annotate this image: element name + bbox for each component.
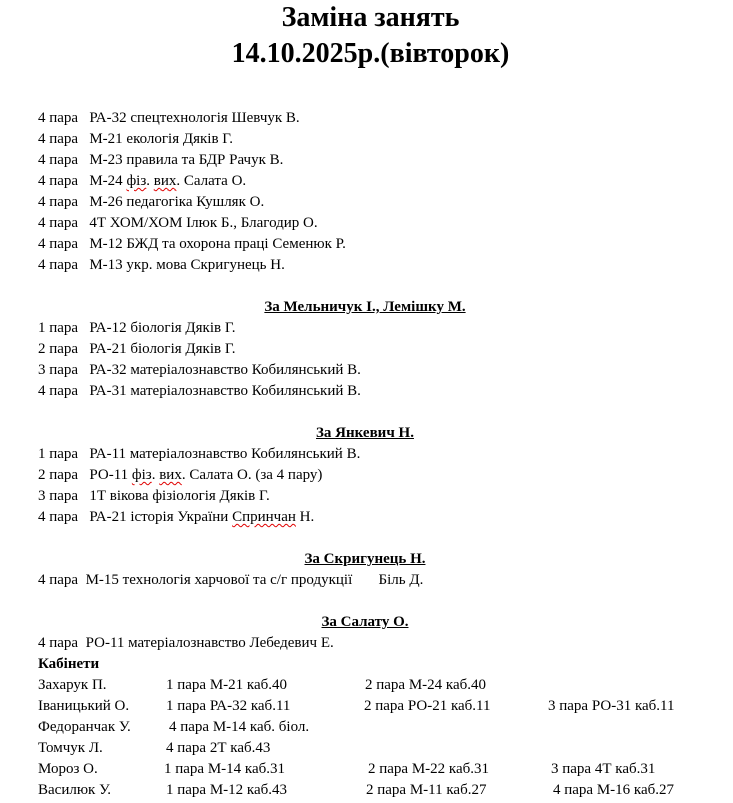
cabinet-slot: 1 пара РА-32 каб.11	[166, 698, 291, 714]
cabinet-teacher: Мороз О.	[38, 761, 98, 777]
list-item: 1 пара РА-11 матеріалознавство Кобилянський В.	[38, 446, 361, 462]
list-item: 2 пара РО-11 фіз. вих. Салата О. (за 4 пару)	[38, 467, 323, 483]
list-item: 4 пара РА-21 історія України Спринчан Н.	[38, 509, 315, 525]
cabinet-slot: 1 пара М-12 каб.43	[166, 782, 288, 798]
section-heading-yankevych: За Янкевич Н.	[316, 425, 414, 441]
list-item: 4 пара М-21 екологія Дяків Г.	[38, 131, 234, 147]
cabinet-slot: 4 пара М-14 каб. біол.	[169, 719, 310, 735]
cabinet-teacher: Іваницький О.	[38, 698, 130, 714]
cabinet-slot: 4 пара М-16 каб.27	[553, 782, 675, 798]
section-heading-skryhunets: За Скригунець Н.	[304, 551, 426, 567]
cabinet-slot: 2 пара М-22 каб.31	[368, 761, 490, 777]
section-heading-salata: За Салату О.	[321, 614, 409, 630]
cabinet-slot: 3 пара 4Т каб.31	[551, 761, 656, 777]
list-item: 4 пара М-23 правила та БДР Рачук В.	[38, 152, 284, 168]
list-item: 4 пара РА-31 матеріалознавство Кобилянський В.	[38, 383, 361, 399]
cabinet-teacher: Томчук Л.	[38, 740, 103, 756]
list-item: 2 пара РА-21 біологія Дяків Г.	[38, 341, 236, 357]
cabinet-slot: 4 пара 2Т каб.43	[166, 740, 271, 756]
list-item: 3 пара РА-32 матеріалознавство Кобилянський В.	[38, 362, 361, 378]
page-date: 14.10.2025р.(вівторок)	[231, 38, 510, 69]
list-item: 4 пара М-13 укр. мова Скригунець Н.	[38, 257, 285, 273]
cabinet-slot: 1 пара М-14 каб.31	[164, 761, 286, 777]
cabinet-teacher: Захарук П.	[38, 677, 107, 693]
cabinet-slot: 1 пара М-21 каб.40	[166, 677, 288, 693]
list-item: 4 пара РО-11 матеріалознавство Лебедевич Е.	[38, 635, 334, 651]
list-item: 3 пара 1Т вікова фізіологія Дяків Г.	[38, 488, 270, 504]
list-item: 4 пара М-26 педагогіка Кушляк О.	[38, 194, 265, 210]
cabinet-slot: 2 пара М-24 каб.40	[365, 677, 487, 693]
cabinet-slot: 2 пара РО-21 каб.11	[364, 698, 491, 714]
list-item: 4 пара РА-32 спецтехнологія Шевчук В.	[38, 110, 300, 126]
list-item: 4 пара М-12 БЖД та охорона праці Семенюк Р.	[38, 236, 346, 252]
cabinet-slot: 3 пара РО-31 каб.11	[548, 698, 675, 714]
page-title: Заміна занять	[281, 2, 460, 33]
section-heading-melnychuk: За Мельничук І., Лемішку М.	[264, 299, 466, 315]
list-item: 1 пара РА-12 біологія Дяків Г.	[38, 320, 236, 336]
cabinets-heading: Кабінети	[38, 656, 100, 672]
cabinet-teacher: Василюк У.	[38, 782, 112, 798]
list-item: 4 пара 4Т ХОМ/ХОМ Ілюк Б., Благодир О.	[38, 215, 318, 231]
cabinet-teacher: Федоранчак У.	[38, 719, 131, 735]
cabinet-slot: 2 пара М-11 каб.27	[366, 782, 487, 798]
list-item: 4 пара М-24 фіз. вих. Салата О.	[38, 173, 247, 189]
list-item: 4 пара М-15 технологія харчової та с/г продукції Біль Д.	[38, 572, 424, 588]
